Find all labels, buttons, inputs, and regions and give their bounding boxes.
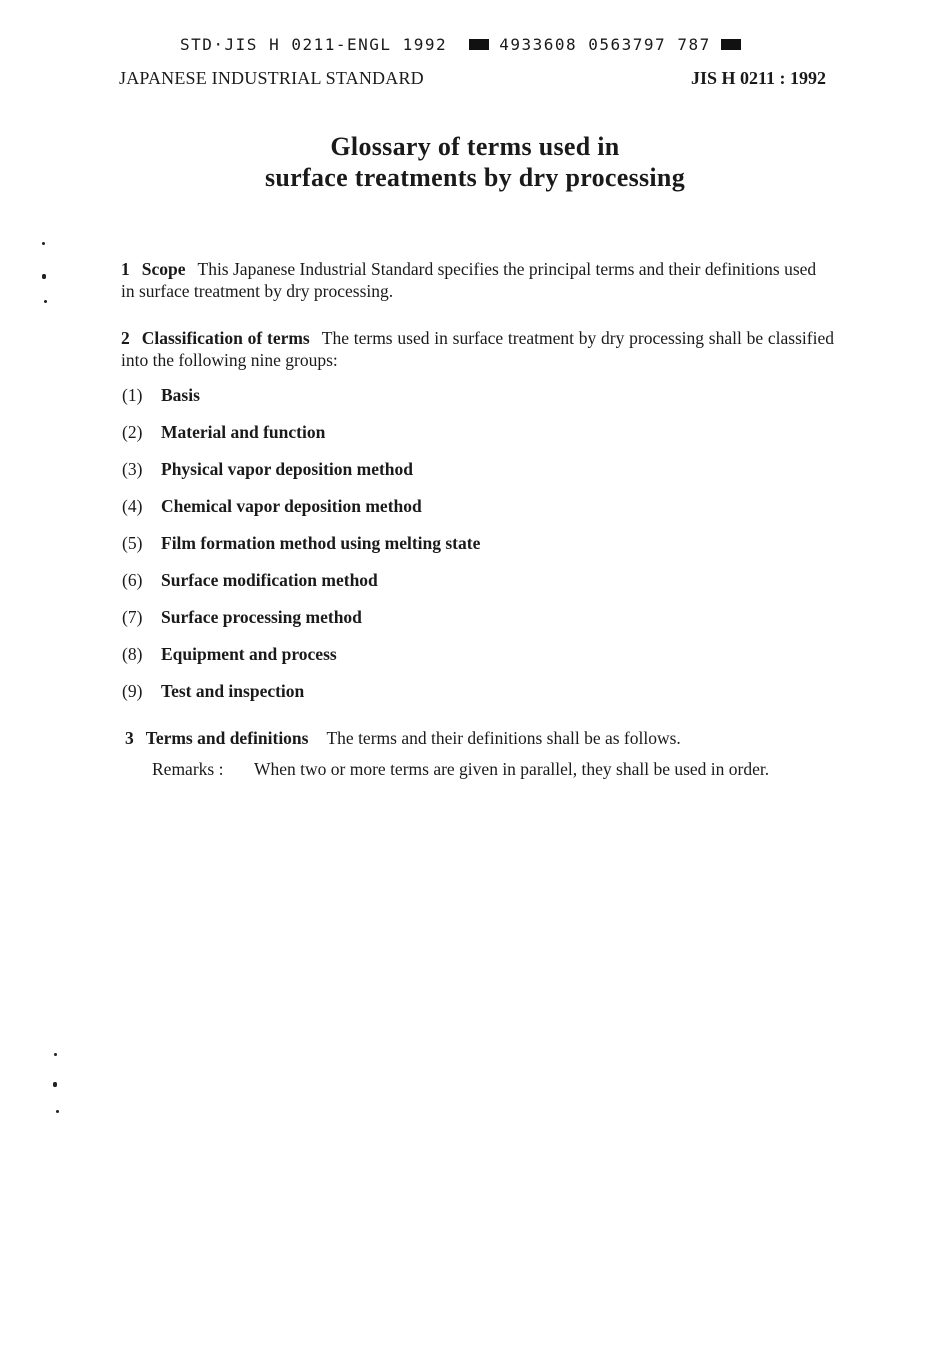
remarks-label: Remarks : — [152, 759, 224, 779]
group-label: Material and function — [161, 422, 326, 442]
scan-speck — [56, 1110, 59, 1113]
section-scope — [121, 258, 834, 302]
group-list-item — [122, 644, 337, 665]
group-list-item — [122, 607, 362, 628]
group-label: Test and inspection — [161, 681, 305, 701]
section-heading: Terms and definitions — [145, 728, 309, 748]
remarks-block — [152, 758, 844, 780]
group-number: (4) — [122, 496, 143, 516]
scan-code-left: STD·JIS H 0211-ENGL 1992 — [180, 35, 448, 54]
section-text: This Japanese Industrial Standard specifies the principal terms and their definitions used in surface treatment by dry processing. — [121, 259, 817, 301]
group-label: Equipment and process — [161, 644, 337, 664]
group-list-item — [122, 459, 413, 480]
group-list-item — [122, 496, 422, 517]
scan-code-mid: 4933608 0563797 787 — [499, 35, 711, 54]
scan-block-mark — [469, 39, 489, 50]
section-terms-definitions — [125, 728, 681, 749]
group-label: Film formation method using melting state — [161, 533, 481, 553]
group-label: Physical vapor deposition method — [161, 459, 413, 479]
section-number: 1 — [121, 259, 130, 279]
section-text: The terms used in surface treatment by dry processing shall be classified into the following nine groups: — [121, 328, 834, 370]
scan-speck — [53, 1082, 57, 1087]
scan-speck — [54, 1053, 57, 1056]
standard-name: JAPANESE INDUSTRIAL STANDARD — [119, 68, 424, 88]
section-heading: Scope — [141, 259, 186, 279]
group-number: (8) — [122, 644, 143, 664]
document-title-line2: surface treatments by dry processing — [264, 163, 685, 192]
scan-code-line — [180, 35, 741, 54]
group-number: (9) — [122, 681, 143, 701]
group-label: Surface modification method — [161, 570, 378, 590]
section-text: The terms and their definitions shall be as follows. — [326, 728, 681, 748]
group-list-item — [122, 533, 480, 554]
group-list-item — [122, 422, 325, 443]
group-label: Surface processing method — [161, 607, 362, 627]
group-number: (5) — [122, 533, 143, 553]
scan-block-mark-end — [721, 39, 741, 50]
group-number: (3) — [122, 459, 143, 479]
group-number: (1) — [122, 385, 143, 405]
section-heading: Classification of terms — [141, 328, 310, 348]
group-number: (2) — [122, 422, 143, 442]
scan-speck — [42, 242, 45, 245]
scan-speck — [44, 300, 47, 303]
group-label: Chemical vapor deposition method — [161, 496, 422, 516]
scan-speck — [42, 274, 46, 279]
section-classification — [121, 327, 834, 371]
document-title-line1: Glossary of terms used in — [330, 132, 620, 161]
group-number: (7) — [122, 607, 143, 627]
group-label: Basis — [161, 385, 200, 405]
section-number: 2 — [121, 328, 130, 348]
group-list-item — [122, 385, 200, 406]
group-list-item — [122, 681, 304, 702]
standard-number: JIS H 0211 : 1992 — [690, 68, 826, 88]
section-number: 3 — [125, 728, 134, 748]
remarks-text: When two or more terms are given in parallel, they shall be used in order. — [254, 759, 770, 779]
group-list-item — [122, 570, 378, 591]
group-number: (6) — [122, 570, 143, 590]
